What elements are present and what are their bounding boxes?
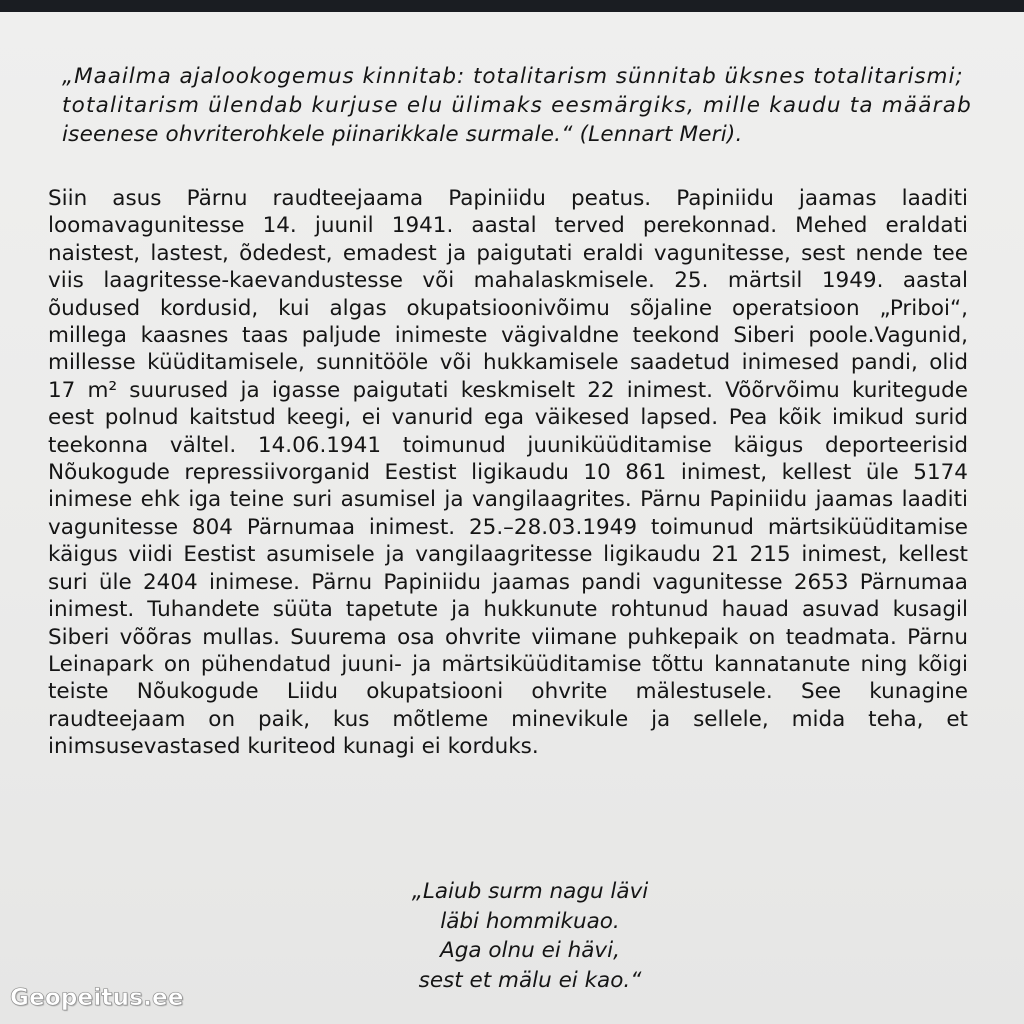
watermark: Geopeitus.ee (10, 985, 184, 1011)
body-line: millega kaasnes taas paljude inimeste vägivaldne teekond Siberi poole.Vagunid, (48, 323, 968, 349)
body-line: eest polnud kaitstud keegi, ei vanurid ega väikesed lapsed. Pea kõik imikud surid (48, 405, 968, 431)
body-line: teiste Nõukogude Liidu okupatsiooni ohvrite mälestusele. See kunagine (48, 679, 968, 705)
poem-line: Aga olnu ei hävi, (440, 938, 620, 963)
body-line: inimsusevastased kuriteod kunagi ei korduks. (48, 734, 539, 760)
body-line: käigus viidi Eestist asumisele ja vangilaagritesse ligikaudu 21 215 inimest, kellest (48, 542, 968, 568)
body-line: 17 m² suurused ja igasse paigutati keskmiselt 22 inimest. Võõrvõimu kuritegude (48, 377, 968, 403)
memorial-text (48, 185, 968, 761)
poem-quote (340, 877, 720, 995)
body-line: vagunitesse 804 Pärnumaa inimest. 25.–28.03.1949 toimunud märtsiküüditamise (48, 514, 968, 540)
body-line: loomavagunitesse 14. juunil 1941. aastal terved perekonnad. Mehed eraldati (48, 213, 968, 239)
body-line: õudused kordusid, kui algas okupatsioonivõimu sõjaline operatsioon „Priboi“, (48, 295, 968, 321)
body-line: Leinapark on pühendatud juuni- ja märtsiküüditamise tõttu kannatanute ning kõigi (48, 651, 968, 677)
quote-line: iseenese ohvriterohkele piinarikkale surmale.“ (Lennart Meri). (62, 122, 743, 147)
body-line: millesse küüditamisele, sunnitööle või hukkamisele saadetud inimesed pandi, olid (48, 350, 968, 376)
quote-line: totalitarism ülendab kurjuse elu ülimaks eesmärgiks, mille kaudu ta määrab (62, 93, 972, 118)
body-line: Siberi võõras mullas. Suurema osa ohvrite viimane puhkepaik on teadmata. Pärnu (48, 624, 968, 650)
body-line: teekonna vältel. 14.06.1941 toimunud juuniküüditamise käigus deporteerisid (48, 432, 968, 458)
poem-line: sest et mälu ei kao.“ (418, 967, 642, 993)
body-line: inimest. Tuhandete süüta tapetute ja hukkunute rohtunud hauad asuvad kusagil (48, 597, 968, 623)
top-dark-band (0, 0, 1024, 12)
body-line: viis laagritesse-kaevandustesse või mahalaskmisele. 25. märtsil 1949. aastal (48, 268, 968, 294)
body-line: suri üle 2404 inimese. Pärnu Papiniidu jaamas pandi vagunitesse 2653 Pärnumaa (48, 569, 968, 595)
body-line: Siin asus Pärnu raudteejaama Papiniidu peatus. Papiniidu jaamas laaditi (48, 186, 968, 211)
poem-line: „Laiub surm nagu lävi (411, 879, 649, 904)
lennart-meri-quote (62, 62, 1022, 149)
quote-line: „Maailma ajalookogemus kinnitab: totalitarism sünnitab üksnes totalitarismi; (62, 64, 964, 89)
body-line: raudteejaam on paik, kus mõtleme minevikule ja sellele, mida teha, et (48, 706, 968, 732)
body-line: naistest, lastest, õdedest, emadest ja paigutati eraldi vagunitesse, sest nende tee (48, 240, 968, 266)
body-line: inimese ehk iga teine suri asumisel ja vangilaagrites. Pärnu Papiniidu jaamas laaditi (48, 487, 968, 513)
poem-line: läbi hommikuao. (440, 908, 620, 934)
body-line: Nõukogude repressiivorganid Eestist ligikaudu 10 861 inimest, kellest üle 5174 (48, 460, 968, 486)
